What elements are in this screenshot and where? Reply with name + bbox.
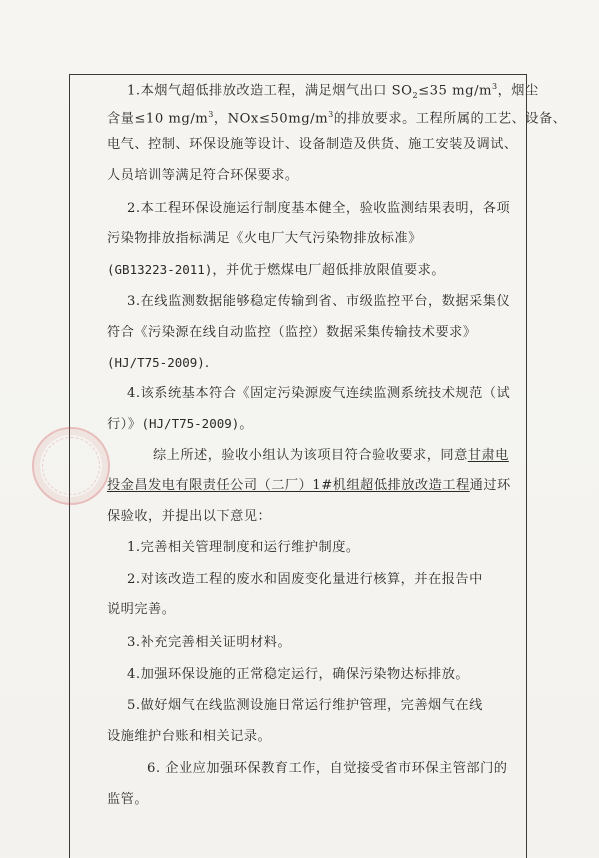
- p4-text: 。: [239, 417, 253, 432]
- project-name-underlined: 投金昌发电有限责任公司（二厂）1#机组超低排放改造工程: [107, 478, 470, 493]
- summary-line-1: [153, 447, 509, 465]
- red-seal-stamp: [32, 427, 110, 505]
- p3-text: .: [204, 356, 210, 371]
- table-frame: [69, 74, 567, 858]
- opinion-2-line-2: 说明完善。: [107, 602, 176, 617]
- so2-subscript: 2: [412, 91, 419, 101]
- p1-text: 的排放要求。工程所属的工艺、设备、: [333, 111, 567, 127]
- standard-code: (HJ/T75-2009): [107, 355, 205, 370]
- p1-line-4: 人员培训等满足符合环保要求。: [107, 168, 299, 183]
- unit-superscript: 3: [492, 82, 498, 91]
- p1-text: 1.本烟气超低排放改造工程，满足烟气出口 SO: [127, 83, 413, 99]
- p3-line-1: 3.在线监测数据能够稳定传输到省、市级监控平台，数据采集仪: [127, 294, 511, 309]
- summary-text: 通过环: [469, 478, 511, 493]
- summary-line-3: 保验收，并提出以下意见：: [107, 509, 272, 524]
- standard-code: (HJ/T75-2009): [141, 416, 240, 431]
- summary-line-2: [107, 477, 511, 495]
- opinion-6-line-2: 监管。: [107, 792, 149, 807]
- opinion-5-line-2: 设施维护台账和相关记录。: [107, 729, 272, 744]
- p2-text: ，并优于燃煤电厂超低排放限值要求。: [212, 263, 446, 278]
- unit-superscript: 3: [328, 110, 334, 119]
- opinion-6-line-1: 6. 企业应加强环保教育工作，自觉接受省市环保主管部门的: [147, 761, 508, 776]
- summary-text: 综上所述，验收小组认为该项目符合验收要求，同意: [153, 448, 468, 463]
- p4-line-2: [107, 415, 253, 434]
- opinion-2-line-1: 2.对该改造工程的废水和固废变化量进行核算，并在报告中: [127, 572, 483, 587]
- p1-text: ，NOx≤50mg/m: [213, 111, 329, 127]
- unit-superscript: 3: [208, 110, 214, 119]
- p3-line-2: 符合《污染源在线自动监控（监控）数据采集传输技术要求》: [107, 325, 477, 340]
- p1-line-3: 电气、控制、环保设施等设计、设备制造及供货、施工安装及调试、: [107, 137, 518, 152]
- p1-text: ，烟尘: [497, 83, 539, 99]
- p4-line-1: 4.该系统基本符合《固定污染源废气连续监测系统技术规范（试: [127, 386, 511, 401]
- p2-line-1: 2.本工程环保设施运行制度基本健全，验收监测结果表明，各项: [127, 201, 511, 216]
- p1-line-1: [127, 78, 539, 105]
- p1-text: 含量≤10 mg/m: [107, 111, 209, 127]
- p4-text: 行）》: [107, 417, 142, 432]
- p3-line-3: [107, 354, 210, 373]
- p2-line-3: [107, 261, 445, 280]
- opinion-5-line-1: 5.做好烟气在线监测设施日常运行维护管理，完善烟气在线: [127, 698, 483, 713]
- p2-line-2: 污染物排放指标满足《火电厂大气污染物排放标准》: [107, 231, 422, 246]
- p1-line-2: [107, 106, 566, 128]
- project-name-underlined: 甘肃电: [467, 448, 509, 463]
- p1-text: ≤35 mg/m: [418, 83, 493, 99]
- opinion-4: 4.加强环保设施的正常稳定运行，确保污染物达标排放。: [127, 667, 470, 682]
- seal-inner-ring: [42, 437, 100, 495]
- opinion-3: 3.补充完善相关证明材料。: [127, 635, 292, 650]
- standard-code: (GB13223-2011): [107, 262, 213, 277]
- opinion-1: 1.完善相关管理制度和运行维护制度。: [127, 540, 360, 555]
